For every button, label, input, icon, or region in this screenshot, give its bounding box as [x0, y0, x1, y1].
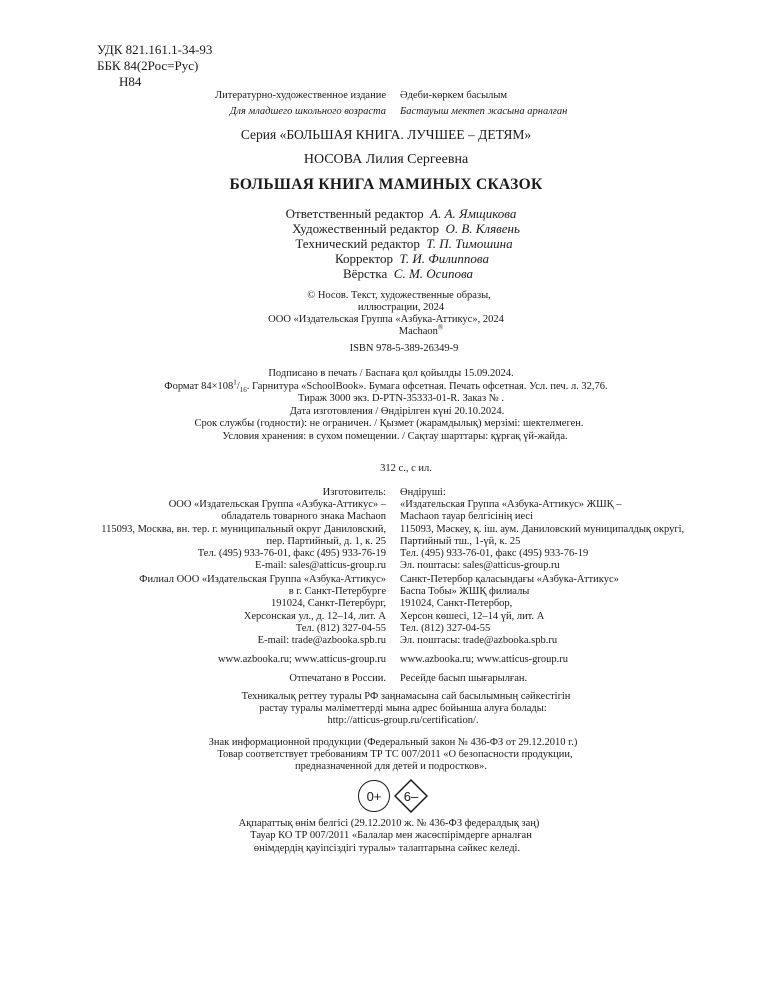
info-product-mark: Знак информационной продукции (Федеральный закон № 436-ФЗ от 29.12.2010 г.) Товар соответствует требованиям ТР ТС 007/2011 «О безопасности продукции, предназначенной для детей и подростков».: [208, 737, 578, 773]
staff-row: Ответственный редактор А. А. Ямщикова: [285, 206, 517, 221]
printed-kz: Ресейде басып шығарылған.: [400, 673, 528, 684]
staff-row: Художественный редактор О. В. Клявень: [292, 221, 520, 236]
staff-list: [0, 206, 772, 281]
classification-codes: [97, 42, 212, 90]
author-name: НОСОВА Лилия Сергеевна: [303, 152, 469, 167]
copyright-block: © Носов. Текст, художественные образы, иллюстрации, 2024 ООО «Издательская Группа «Азбука-Аттикус», 2024 Machaon®: [268, 290, 504, 337]
websites-ru: www.azbooka.ru; www.atticus-group.ru: [217, 654, 386, 665]
book-title: БОЛЬШАЯ КНИГА МАМИНЫХ СКАЗОК: [229, 176, 543, 193]
kaz-info-mark: Ақпараттық өнім белгісі (29.12.2010 ж. № 436-ФЗ федералдық заң) Тауар КО ТР 007/2011 «Балалар мен жасөспірімдерге арналған өнімдердің қауіпсіздігі туралы» талаптарына сәйкес келеді.: [238, 818, 540, 854]
websites-kz: www.azbooka.ru; www.atticus-group.ru: [400, 654, 569, 665]
branch-kz: Санкт-Петербор қаласындағы «Азбука-Аттикус» Баспа Тобы» ЖШҚ филиалы 191024, Санкт-Петербор, Херсон көшесі, 12–14 үй, лит. А Тел. (812) 327-04-55 Эл. поштасы: trade@azbooka.spb.ru: [400, 574, 619, 647]
audience-ru: Для младшего школьного возраста: [229, 106, 386, 117]
printed-ru: Отпечатано в России.: [289, 673, 386, 684]
udk-code: УДК 821.161.1-34-93: [97, 42, 213, 57]
staff-row: Корректор Т. И. Филиппова: [335, 251, 489, 266]
age-0-plus-badge: 0+: [358, 780, 390, 812]
series-title: Серия «БОЛЬШАЯ КНИГА. ЛУЧШЕЕ – ДЕТЯМ»: [240, 127, 532, 142]
format-line: Формат $84\times 108^1/_{16}$. Гарнитура «SchoolBook». Бумага офсетная. Печать офсетная. Усл. печ. л. 32,76.: [164, 378, 608, 394]
edition-type-kz: Әдеби-көркем басылым: [400, 90, 508, 101]
branch-ru: Филиал ООО «Издательская Группа «Азбука-Аттикус» в г. Санкт-Петербурге 191024, Санкт-Петербург, Херсонская ул., д. 12–14, лит. А Тел. (812) 327-04-55 E-mail: trade@azbooka.spb.ru: [139, 574, 386, 647]
tech-regulation: Техникалық реттеу туралы РФ заңнамасына сай басылымның сәйкестігін растау туралы мәліметтерді мына адрес бойынша алуға болады: http://atticus-group.ru/certification/.: [241, 691, 571, 727]
age-6-label: 6–: [403, 788, 419, 804]
edition-type-ru: Литературно-художественное издание: [215, 90, 386, 101]
isbn: ISBN 978-5-389-26349-9: [349, 343, 459, 354]
registered-mark: ®: [437, 323, 444, 332]
author-mark: Н84: [119, 74, 142, 89]
manufacturer-ru: Изготовитель: ООО «Издательская Группа «Азбука-Аттикус» – обладатель товарного знака Machaon 115093, Москва, вн. тер. г. муниципальный округ Даниловский, пер. Партийный, д. 1, к. 25 Тел. (495) 933-76-01, факс (495) 933-76-19 E-mail: sales@atticus-group.ru: [101, 487, 386, 572]
audience-kz: Бастауыш мектеп жасына арналған: [400, 106, 568, 117]
age-rating-badges: [358, 780, 458, 814]
bbk-code: ББК 84(2Рос=Рус): [97, 58, 199, 73]
age-6-badge: [394, 779, 428, 813]
page-count: 312 с., с ил.: [380, 463, 432, 474]
manufacturer-kz: Өндіруші: «Издательская Группа «Азбука-Аттикус» ЖШҚ – Machaon тауар белгісінің иесі 115093, Мәскеу, қ. іш. аум. Даниловский муниципалдық округі, Партийный тш., 1-үй, к. 25 Тел. (495) 933-76-01, факс (495) 933-76-19 Эл. поштасы: sales@atticus-group.ru: [400, 487, 685, 572]
staff-row: Технический редактор Т. П. Тимошина: [295, 236, 513, 251]
print-details: Подписано в печать / Баспаға қол қойылды 15.09.2024. Формат $84\times 108^1/_{16}$. Гарнитура «SchoolBook». Бумага офсетная. Печать офсетная. Усл. печ. л. 32,76. Тираж 3000 экз. D-PTN-35333-01-R. Заказ № . Дата изготовления / Өндірілген күні 20.10.2024. Срок службы (годности): не ограничен. / Қызмет (жарамдылық) мерзімі: шектелмеген. Условия хранения: в сухом помещении. / Сақтау шарттары: құрғақ үй-жайда.: [0, 368, 772, 443]
staff-row: Вёрстка С. М. Осипова: [343, 266, 473, 281]
